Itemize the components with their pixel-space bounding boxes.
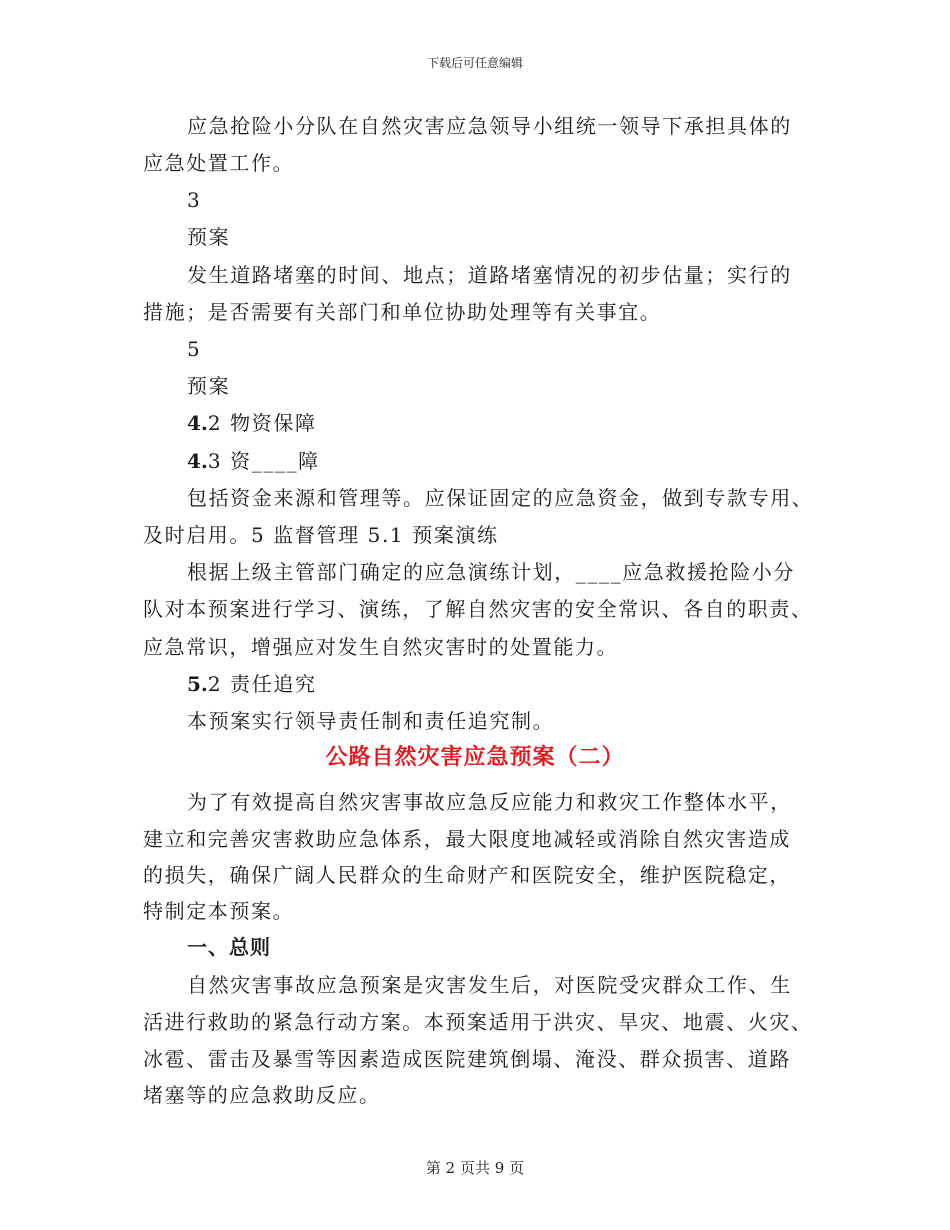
document-title: 公路自然灾害应急预案（二） <box>325 745 625 770</box>
paragraph-line: 3 <box>187 188 202 212</box>
paragraph-line: 本预案实行领导责任制和责任追究制。 <box>187 709 555 733</box>
page-footer: 第 2 页共 9 页 <box>425 1159 525 1177</box>
section-item-5-2 <box>187 672 317 696</box>
section-item-4-2 <box>187 411 317 435</box>
paragraph-line: 包括资金来源和管理等。应保证固定的应急资金，做到专款专用、 <box>187 486 814 510</box>
paragraph-line: 发生道路堵塞的时间、地点；道路堵塞情况的初步估量；实行的 <box>187 263 792 287</box>
paragraph-line: 根据上级主管部门确定的应急演练计划，____应急救援抢险小分 <box>187 560 795 584</box>
page-header: 下载后可任意编辑 <box>426 56 523 70</box>
paragraph-line: 应急常识，增强应对发生自然灾害时的处置能力。 <box>143 635 619 659</box>
paragraph-line: 的损失，确保广阔人民群众的生命财产和医院安全，维护医院稳定， <box>143 863 791 887</box>
paragraph-line: 5 <box>187 337 202 361</box>
section-item-4-3 <box>187 449 320 473</box>
paragraph-line: 应急处置工作。 <box>143 151 295 175</box>
paragraph-line: 预案 <box>187 374 231 398</box>
paragraph-line: 活进行救助的紧急行动方案。本预案适用于洪灾、旱灾、地震、火灾、 <box>143 1010 813 1034</box>
paragraph-line: 队对本预案进行学习、演练，了解自然灾害的安全常识、各自的职责、 <box>143 597 813 621</box>
paragraph-line: 预案 <box>187 225 231 249</box>
section-text: 2 责任追究 <box>207 672 317 696</box>
section-number: 4. <box>187 411 208 435</box>
paragraph-line: 为了有效提高自然灾害事故应急反应能力和救灾工作整体水平， <box>187 790 792 814</box>
section-text: 3 资____障 <box>207 449 320 473</box>
section-number: 4. <box>187 449 208 473</box>
paragraph-line: 特制定本预案。 <box>143 899 295 923</box>
paragraph-line: 建立和完善灾害救助应急体系，最大限度地减轻或消除自然灾害造成 <box>143 827 791 851</box>
section-number: 5. <box>187 672 208 696</box>
paragraph-line: 及时启用。5 监督管理 5.1 预案演练 <box>143 523 499 547</box>
paragraph-line: 堵塞等的应急救助反应。 <box>143 1083 381 1107</box>
paragraph-line: 措施；是否需要有关部门和单位协助处理等有关事宜。 <box>143 300 662 324</box>
paragraph-line: 应急抢险小分队在自然灾害应急领导小组统一领导下承担具体的 <box>187 114 792 138</box>
section-text: 2 物资保障 <box>207 411 317 435</box>
section-heading: 一、总则 <box>187 935 271 959</box>
paragraph-line: 自然灾害事故应急预案是灾害发生后，对医院受灾群众工作、生 <box>187 973 792 997</box>
paragraph-line: 冰雹、雷击及暴雪等因素造成医院建筑倒塌、淹没、群众损害、道路 <box>143 1047 791 1071</box>
